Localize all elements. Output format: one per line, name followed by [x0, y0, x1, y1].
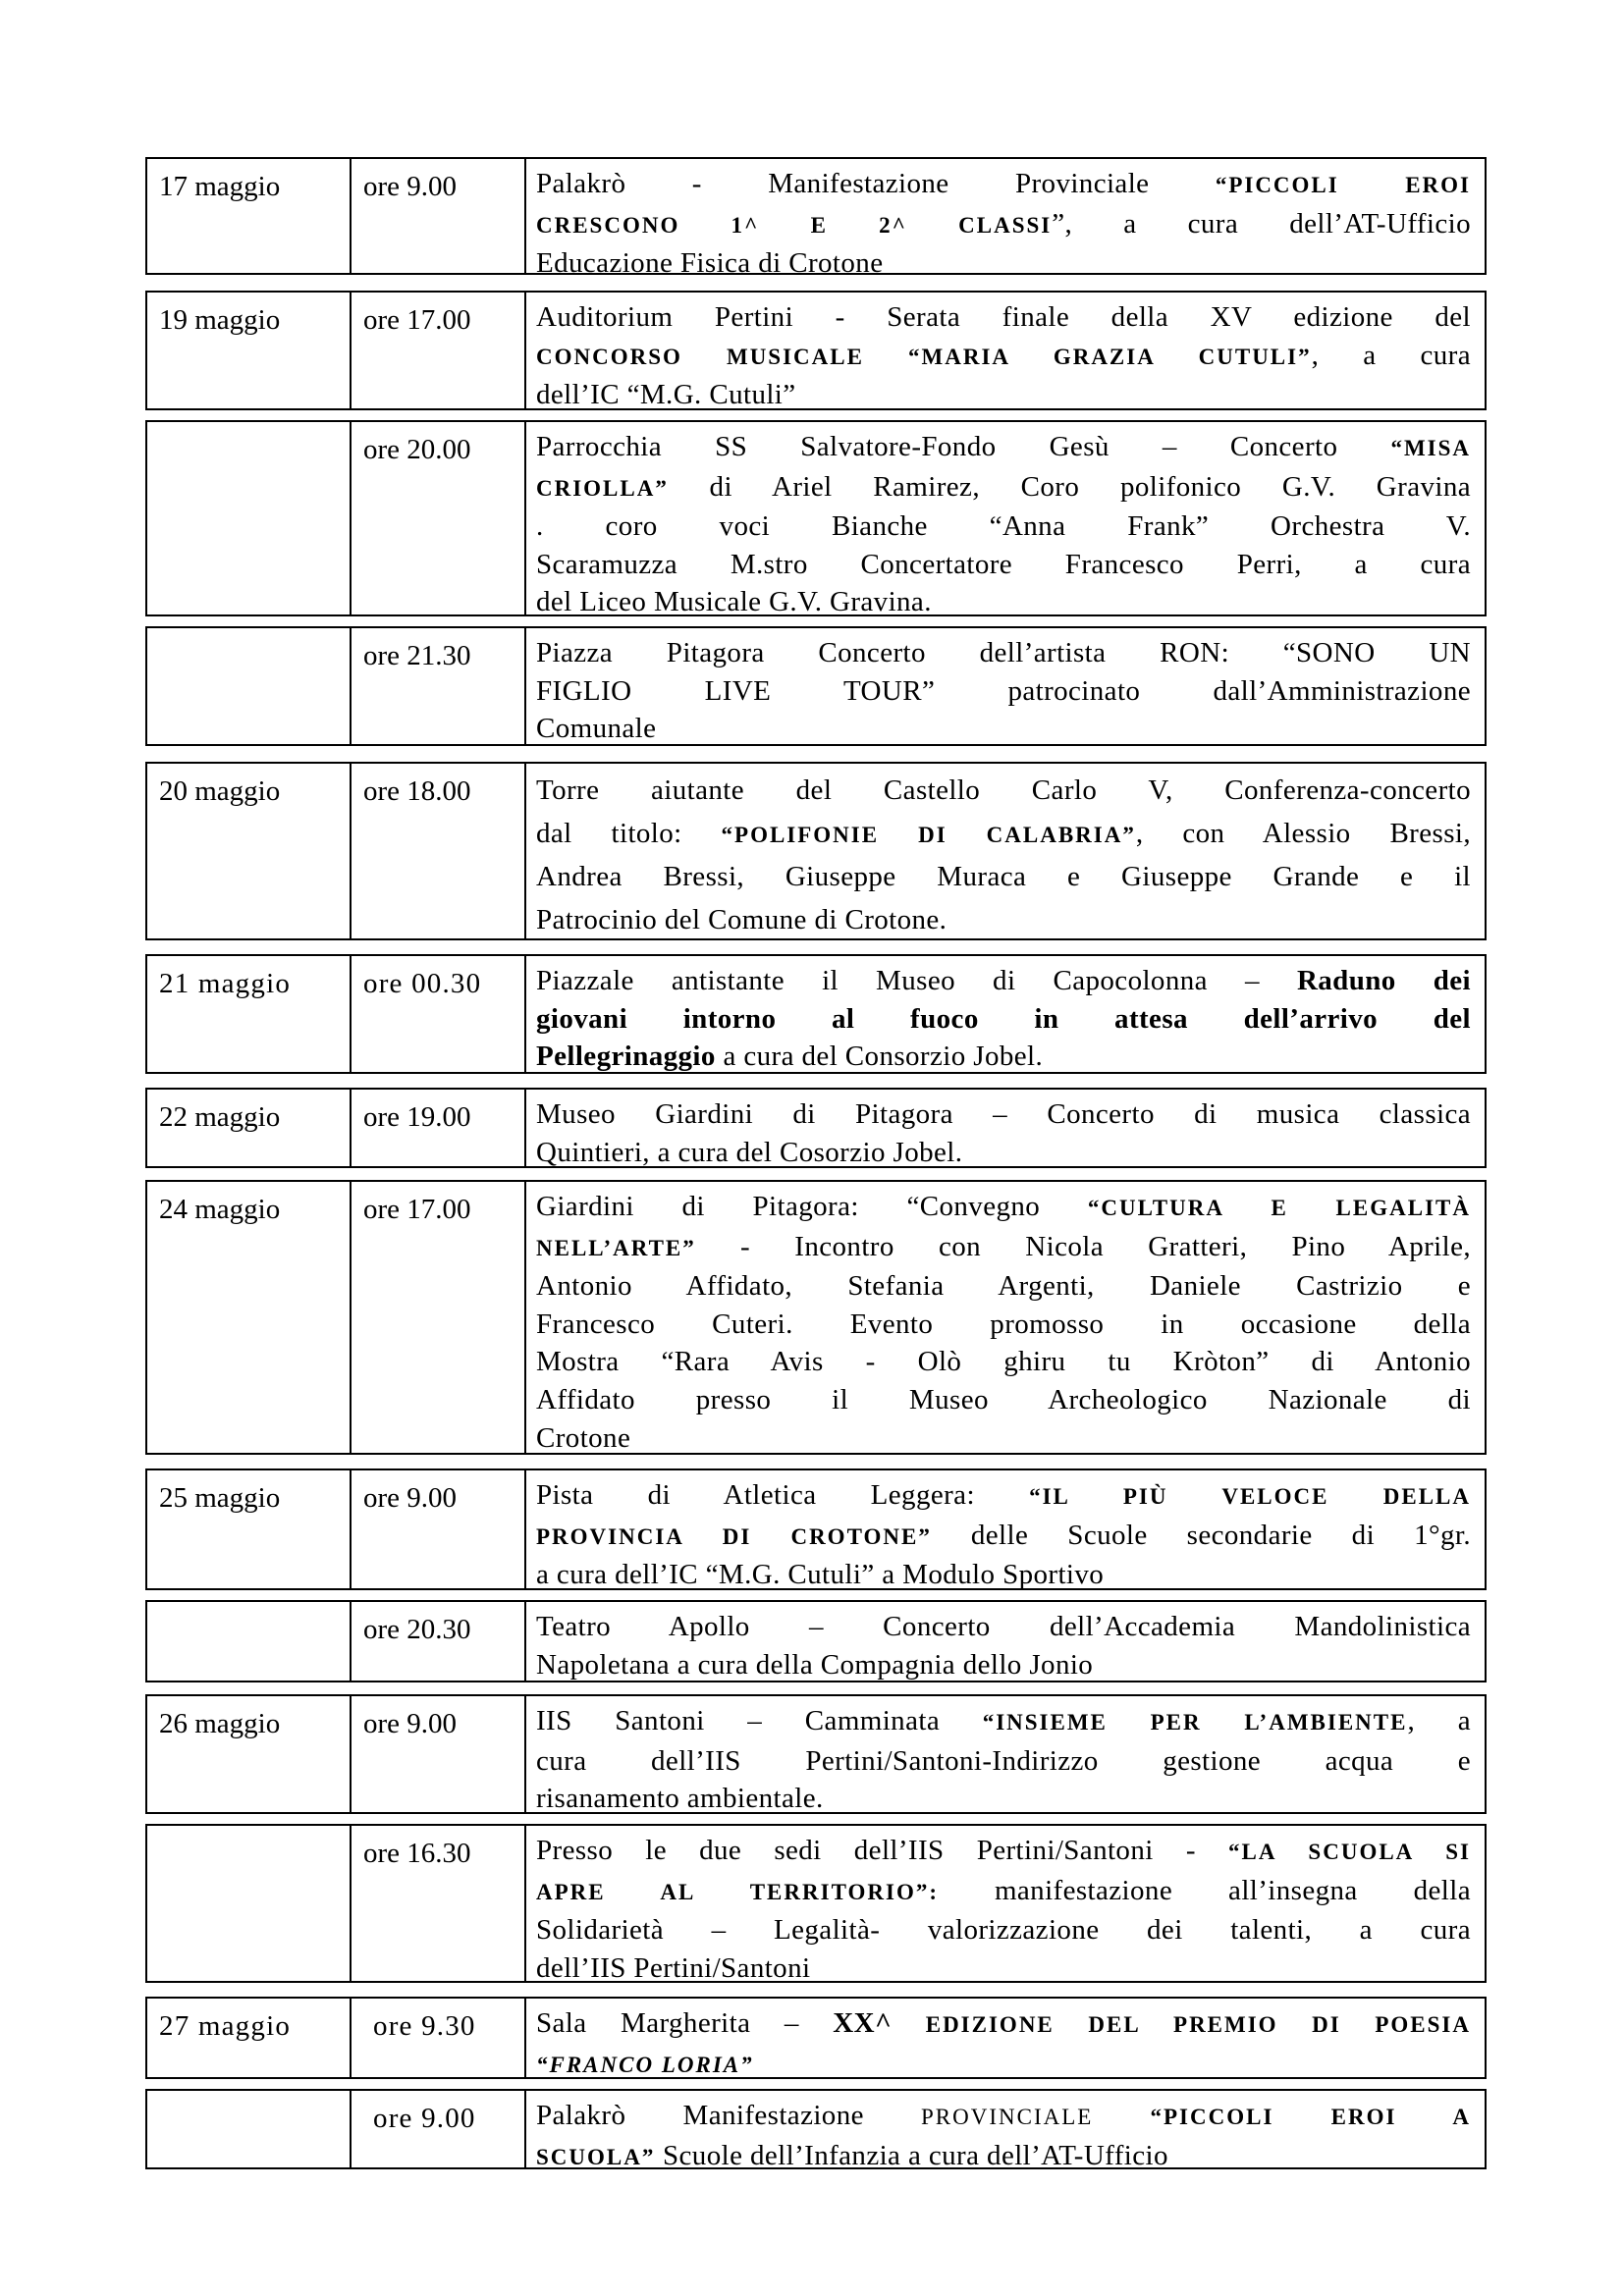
event-description [536, 962, 1471, 1076]
description-line: Palakrò Manifestazione PROVINCIALE “PICCOLI EROI A [536, 2100, 1471, 2131]
description-line: Torre aiutante del Castello Carlo V, Conferenza-concerto [536, 774, 1471, 806]
description-line: Piazzale antistante il Museo di Capocolonna – Raduno dei [536, 965, 1471, 996]
emphasis-text: giovani intorno al fuoco in attesa dell’arrivo del [536, 1002, 1471, 1035]
event-time: ore 21.30 [363, 640, 471, 671]
description-line: Auditorium Pertini - Serata finale della XV edizione del [536, 301, 1471, 333]
event-description [536, 2097, 1471, 2176]
event-date: 22 maggio [159, 1101, 281, 1133]
event-description [536, 1476, 1471, 1594]
description-line: SCUOLA” Scuole dell’Infanzia a cura dell’AT-Ufficio [536, 2139, 1168, 2171]
event-time: ore 20.00 [363, 434, 471, 465]
event-time: ore 9.00 [363, 1708, 458, 1739]
emphasis-text: “IL PIÙ VELOCE DELLA [1029, 1484, 1471, 1509]
description-line: Scaramuzza M.stro Concertatore Francesco Perri, a cura [536, 548, 1471, 580]
event-time: ore 17.00 [363, 1194, 471, 1225]
description-line: Comunale [536, 713, 657, 745]
description-line: PROVINCIA DI CROTONE” delle Scuole secondarie di 1°gr. [536, 1519, 1471, 1551]
description-line: Pellegrinaggio a cura del Consorzio Jobel. [536, 1041, 1044, 1073]
event-row [145, 420, 1487, 616]
event-description [536, 770, 1471, 941]
description-line: Patrocinio del Comune di Crotone. [536, 903, 947, 935]
description-line: APRE AL TERRITORIO”: manifestazione all’insegna della [536, 1874, 1471, 1906]
description-line: Affidato presso il Museo Archeologico Nazionale di [536, 1383, 1471, 1415]
description-line: CRIOLLA” di Ariel Ramirez, Coro polifonico G.V. Gravina [536, 470, 1471, 503]
event-row [145, 1088, 1487, 1168]
event-description [536, 1832, 1471, 1987]
event-row [145, 1600, 1487, 1682]
emphasis-text: “LA SCUOLA SI [1228, 1840, 1471, 1864]
description-line: Museo Giardini di Pitagora – Concerto di musica classica [536, 1098, 1471, 1130]
description-line: cura dell’IIS Pertini/Santoni-Indirizzo gestione acqua e [536, 1744, 1471, 1777]
emphasis-text: CRESCONO 1^ E 2^ CLASSI [536, 212, 1053, 238]
event-description [536, 1608, 1471, 1683]
emphasis-text: CRIOLLA” [536, 475, 669, 501]
event-time: ore 9.00 [363, 1482, 458, 1514]
event-row [145, 2089, 1487, 2169]
description-line: Piazza Pitagora Concerto dell’artista RON: “SONO UN [536, 637, 1471, 668]
description-line: dell’IC “M.G. Cutuli” [536, 379, 796, 411]
emphasis-text: EDIZIONE DEL PREMIO DI POESIA [925, 2012, 1471, 2037]
event-date: 21 maggio [159, 968, 292, 999]
description-line: Palakrò - Manifestazione Provinciale “PICCOLI EROI [536, 168, 1471, 199]
event-row [145, 1468, 1487, 1590]
event-date: 27 maggio [159, 2010, 292, 2042]
event-row [145, 1694, 1487, 1814]
event-row [145, 1180, 1487, 1455]
description-line: Quintieri, a cura del Cosorzio Jobel. [536, 1136, 963, 1168]
emphasis-text: “MISA [1390, 436, 1471, 460]
description-line: risanamento ambientale. [536, 1783, 824, 1815]
event-time: ore 9.30 [373, 2010, 476, 2042]
event-row [145, 626, 1487, 746]
emphasis-text: XX^ [833, 2007, 893, 2039]
description-line: . coro voci Bianche “Anna Frank” Orchestra V. [536, 510, 1471, 543]
emphasis-text: APRE AL TERRITORIO”: [536, 1879, 939, 1904]
event-time: ore 9.00 [363, 171, 458, 202]
description-line: a cura dell’IC “M.G. Cutuli” a Modulo Sportivo [536, 1559, 1105, 1591]
description-line: Educazione Fisica di Crotone [536, 247, 884, 280]
event-description [536, 298, 1471, 414]
description-line: Parrocchia SS Salvatore-Fondo Gesù – Concerto “MISA [536, 431, 1471, 462]
event-time: ore 16.30 [363, 1838, 471, 1869]
event-date: 19 maggio [159, 304, 281, 336]
description-line: Presso le due sedi dell’IIS Pertini/Santoni - “LA SCUOLA SI [536, 1835, 1471, 1866]
emphasis-text: Raduno dei [1296, 965, 1471, 996]
event-description [536, 1702, 1471, 1818]
event-row [145, 157, 1487, 280]
emphasis-text: “FRANCO LORIA” [536, 2052, 754, 2077]
description-line: Teatro Apollo – Concerto dell’Accademia Mandolinistica [536, 1611, 1471, 1642]
event-row [145, 1997, 1487, 2079]
emphasis-text: CONCORSO MUSICALE “MARIA GRAZIA CUTULI” [536, 344, 1312, 369]
description-line: del Liceo Musicale G.V. Gravina. [536, 586, 932, 618]
description-line: Andrea Bressi, Giuseppe Muraca e Giuseppe Grande e il [536, 861, 1471, 892]
event-row [145, 291, 1487, 410]
emphasis-text: “CULTURA E LEGALITÀ [1087, 1196, 1471, 1220]
event-description [536, 2004, 1471, 2084]
event-time: ore 9.00 [373, 2103, 476, 2134]
description-line: dell’IIS Pertini/Santoni [536, 1951, 811, 1984]
emphasis-text: “PICCOLI EROI [1215, 173, 1471, 197]
event-row [145, 954, 1487, 1074]
description-line: NELL’ARTE” - Incontro con Nicola Gratteri, Pino Aprile, [536, 1230, 1471, 1262]
description-line: CRESCONO 1^ E 2^ CLASSI”, a cura dell’AT-Ufficio [536, 207, 1471, 240]
event-date: 20 maggio [159, 775, 281, 807]
emphasis-text: NELL’ARTE” [536, 1235, 696, 1260]
description-line: Crotone [536, 1421, 631, 1454]
description-line: Solidarietà – Legalità- valorizzazione dei talenti, a cura [536, 1914, 1471, 1947]
event-time: ore 20.30 [363, 1614, 471, 1645]
description-line: Pista di Atletica Leggera: “IL PIÙ VELOCE DELLA [536, 1479, 1471, 1511]
event-description [536, 428, 1471, 621]
description-line [536, 1000, 1471, 1039]
description-line: dal titolo: “POLIFONIE DI CALABRIA”, con Alessio Bressi, [536, 817, 1471, 849]
emphasis-text: SCUOLA” [536, 2144, 656, 2169]
description-line [536, 2045, 1471, 2085]
event-date: 26 maggio [159, 1708, 281, 1739]
description-line: Giardini di Pitagora: “Convegno “CULTURA E LEGALITÀ [536, 1191, 1471, 1222]
event-description [536, 165, 1471, 283]
description-line: Sala Margherita – XX^ EDIZIONE DEL PREMIO DI POESIA [536, 2007, 1471, 2039]
description-line: CONCORSO MUSICALE “MARIA GRAZIA CUTULI”, a cura [536, 339, 1471, 371]
description-line: Francesco Cuteri. Evento promosso in occasione della [536, 1308, 1471, 1340]
event-time: ore 18.00 [363, 775, 471, 807]
event-time: ore 19.00 [363, 1101, 471, 1133]
event-date: 25 maggio [159, 1482, 281, 1514]
event-time: ore 17.00 [363, 304, 471, 336]
event-description [536, 634, 1471, 748]
description-line: Mostra “Rara Avis - Olò ghiru tu Kròton” di Antonio [536, 1346, 1471, 1378]
event-row [145, 1824, 1487, 1983]
emphasis-text: “PICCOLI EROI A [1150, 2105, 1471, 2129]
event-date: 17 maggio [159, 171, 281, 202]
event-description [536, 1095, 1471, 1171]
description-line: IIS Santoni – Camminata “INSIEME PER L’AMBIENTE, a [536, 1705, 1472, 1736]
event-time: ore 00.30 [363, 968, 482, 999]
emphasis-text: PROVINCIALE [921, 2105, 1094, 2129]
event-date: 24 maggio [159, 1194, 281, 1225]
emphasis-text: “INSIEME PER L’AMBIENTE [982, 1710, 1408, 1735]
event-description [536, 1188, 1471, 1457]
description-line: FIGLIO LIVE TOUR” patrocinato dall’Amministrazione [536, 674, 1471, 707]
emphasis-text: “POLIFONIE DI CALABRIA” [721, 822, 1136, 847]
emphasis-text: PROVINCIA DI CROTONE” [536, 1523, 932, 1549]
emphasis-text: Pellegrinaggio [536, 1041, 716, 1073]
description-line: Napoletana a cura della Compagnia dello Jonio [536, 1648, 1094, 1681]
event-row [145, 762, 1487, 940]
description-line: Antonio Affidato, Stefania Argenti, Daniele Castrizio e [536, 1270, 1471, 1303]
